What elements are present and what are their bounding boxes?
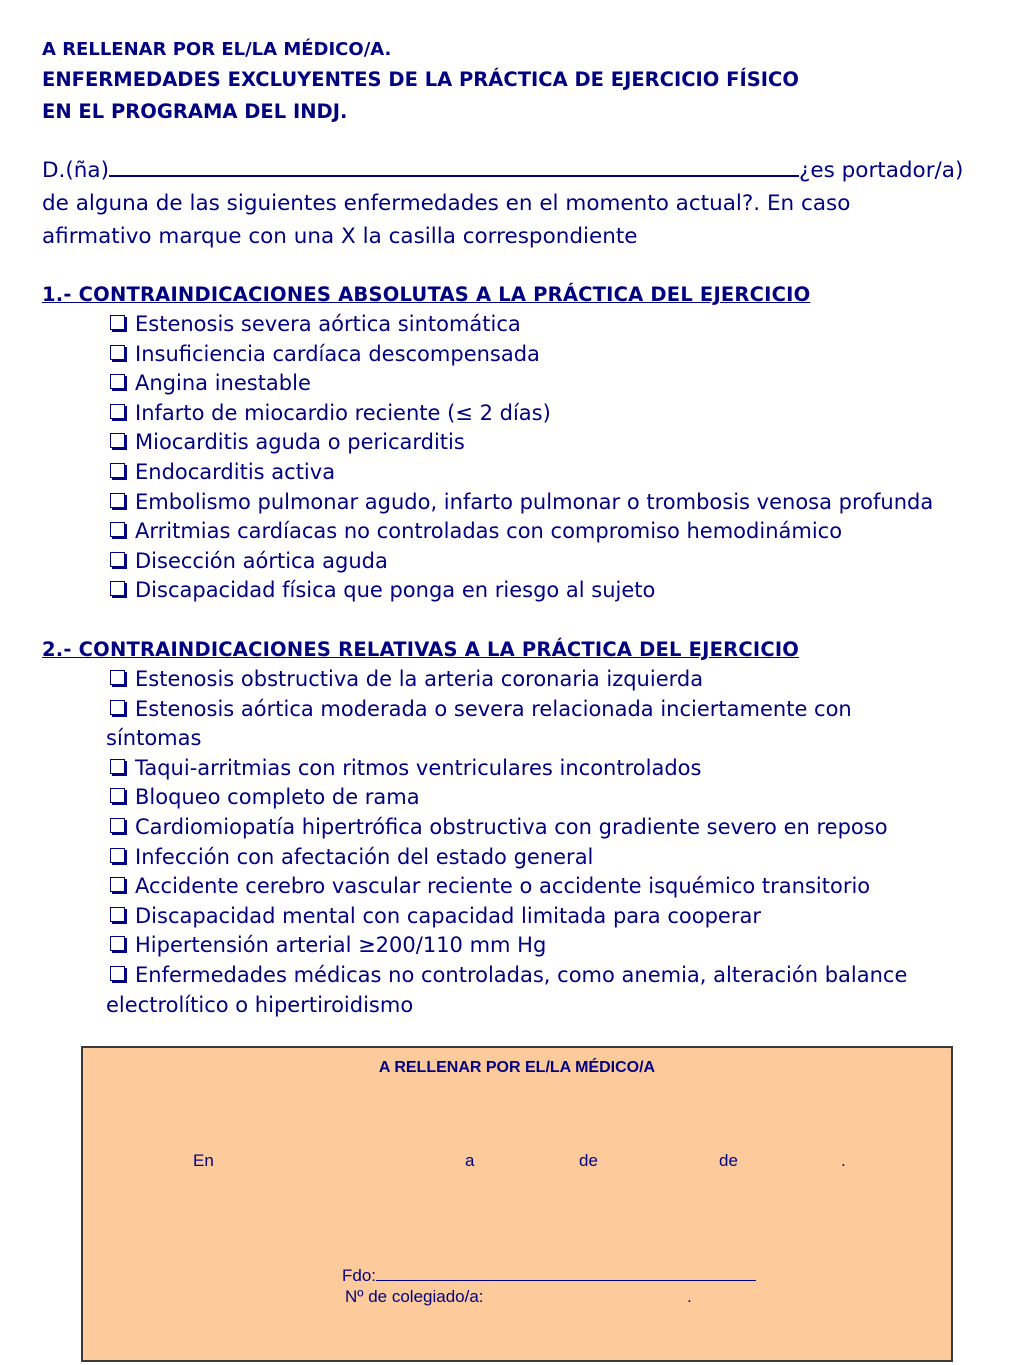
- checkbox[interactable]: [110, 700, 125, 715]
- checkbox[interactable]: [110, 581, 125, 596]
- checkbox[interactable]: [110, 315, 125, 330]
- section-relative-list: [42, 665, 1002, 1020]
- list-item: Discapacidad física que ponga en riesgo al sujeto: [110, 576, 1002, 606]
- list-item: Hipertensión arterial ≥200/110 mm Hg: [110, 931, 1002, 961]
- header-line-2: ENFERMEDADES EXCLUYENTES DE LA PRÁCTICA DE EJERCICIO FÍSICO: [42, 68, 799, 91]
- year-label: de: [719, 1151, 738, 1170]
- checkbox[interactable]: [110, 907, 125, 922]
- checkbox[interactable]: [110, 877, 125, 892]
- patient-name-field[interactable]: [109, 153, 799, 177]
- checkbox[interactable]: [110, 788, 125, 803]
- list-item: Miocarditis aguda o pericarditis: [110, 428, 1002, 458]
- header-line-1: A RELLENAR POR EL/LA MÉDICO/A.: [42, 39, 392, 60]
- checkbox[interactable]: [110, 670, 125, 685]
- intro-line-2: de alguna de las siguientes enfermedades en el momento actual?. En caso: [42, 191, 851, 216]
- checkbox[interactable]: [110, 493, 125, 508]
- section-absolute-title: 1.- CONTRAINDICACIONES ABSOLUTAS A LA PRÁCTICA DEL EJERCICIO: [42, 283, 811, 306]
- place-label: En: [193, 1151, 214, 1170]
- list-item: Discapacidad mental con capacidad limitada para cooperar: [110, 902, 1002, 932]
- date-end-dot: .: [841, 1151, 846, 1170]
- checkbox[interactable]: [110, 374, 125, 389]
- list-item: Endocarditis activa: [110, 458, 1002, 488]
- intro-prefix: D.(ña): [42, 158, 109, 183]
- checkbox[interactable]: [110, 552, 125, 567]
- checkbox[interactable]: [110, 759, 125, 774]
- list-item: Estenosis severa aórtica sintomática: [110, 310, 1002, 340]
- checkbox[interactable]: [110, 463, 125, 478]
- list-item: Insuficiencia cardíaca descompensada: [110, 340, 1002, 370]
- document-header: [42, 36, 992, 128]
- list-item: Infección con afectación del estado general: [110, 843, 1002, 873]
- list-item: Cardiomiopatía hipertrófica obstructiva con gradiente severo en reposo: [110, 813, 1002, 843]
- doctor-signature-box: [81, 1046, 953, 1362]
- intro-suffix: ¿es portador/a): [798, 158, 964, 183]
- list-item: Bloqueo completo de rama: [110, 783, 1002, 813]
- license-number-label: Nº de colegiado/a:: [345, 1287, 484, 1306]
- section-absolute: [42, 280, 1002, 606]
- intro-line-3: afirmativo marque con una X la casilla correspondiente: [42, 224, 638, 249]
- signature-line: [342, 1264, 756, 1286]
- section-relative: [42, 635, 1002, 1020]
- list-item: Arritmias cardíacas no controladas con compromiso hemodinámico: [110, 517, 1002, 547]
- checkbox[interactable]: [110, 818, 125, 833]
- list-item-continuation: síntomas: [106, 726, 202, 751]
- box-title: A RELLENAR POR EL/LA MÉDICO/A: [378, 1059, 656, 1076]
- header-line-3: EN EL PROGRAMA DEL INDJ.: [42, 100, 348, 123]
- checkbox[interactable]: [110, 522, 125, 537]
- list-item: Taqui-arritmias con ritmos ventriculares incontrolados: [110, 754, 1002, 784]
- checkbox[interactable]: [110, 433, 125, 448]
- month-label: de: [579, 1151, 598, 1170]
- section-absolute-list: [42, 310, 1002, 606]
- day-label: a: [465, 1151, 475, 1170]
- list-item: Infarto de miocardio reciente (≤ 2 días): [110, 399, 1002, 429]
- license-end-dot: .: [687, 1287, 692, 1306]
- checkbox[interactable]: [110, 966, 125, 981]
- list-item-continuation: electrolítico o hipertiroidismo: [106, 992, 414, 1017]
- checkbox[interactable]: [110, 936, 125, 951]
- intro-paragraph: [42, 153, 1002, 253]
- list-item: Embolismo pulmonar agudo, infarto pulmonar o trombosis venosa profunda: [110, 488, 1002, 518]
- list-item: Estenosis aórtica moderada o severa relacionada inciertamente con: [110, 695, 1002, 725]
- list-item: Estenosis obstructiva de la arteria coronaria izquierda: [110, 665, 1002, 695]
- list-item: Angina inestable: [110, 369, 1002, 399]
- list-item: Accidente cerebro vascular reciente o accidente isquémico transitorio: [110, 872, 1002, 902]
- section-relative-title: 2.- CONTRAINDICACIONES RELATIVAS A LA PRÁCTICA DEL EJERCICIO: [42, 638, 800, 661]
- checkbox[interactable]: [110, 404, 125, 419]
- checkbox[interactable]: [110, 848, 125, 863]
- signature-field[interactable]: [376, 1264, 756, 1281]
- list-item: Disección aórtica aguda: [110, 547, 1002, 577]
- list-item: Enfermedades médicas no controladas, como anemia, alteración balance: [110, 961, 1002, 991]
- signature-label: Fdo:: [342, 1266, 377, 1285]
- checkbox[interactable]: [110, 345, 125, 360]
